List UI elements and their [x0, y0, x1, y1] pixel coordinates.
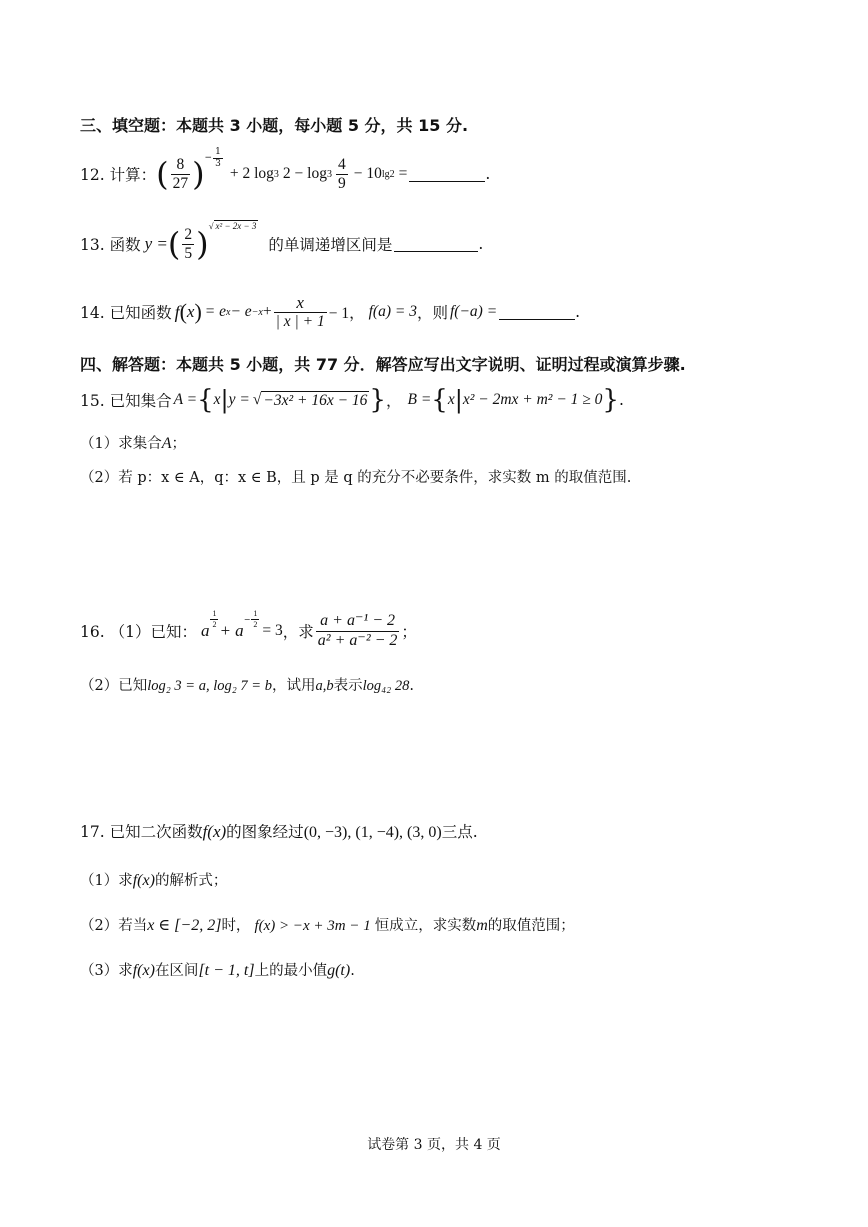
- answer-blank: [409, 167, 485, 182]
- exp-den: 2: [212, 619, 217, 629]
- answer-blank: [499, 305, 575, 320]
- q14-x: x: [186, 302, 195, 321]
- denominator: 5: [184, 244, 193, 262]
- denominator: 27: [172, 174, 189, 192]
- q17-label: 17. 已知二次函数: [80, 823, 203, 841]
- q14-end: .: [575, 303, 581, 321]
- q15-set-b-condition: x² − 2mx + m² − 1 ≥ 0: [462, 391, 603, 408]
- q17-part-2-inequality: f(x) > −x + 3m − 1: [254, 918, 371, 934]
- question-17: [80, 820, 478, 842]
- q15-set-b-lhs: B =: [407, 391, 432, 408]
- q13-text: 的单调递增区间是: [268, 236, 393, 254]
- q14-minus-one: − 1，: [328, 305, 365, 322]
- denominator: | x | + 1: [275, 313, 325, 331]
- q15-part-1: [80, 432, 186, 453]
- left-paren: (: [167, 225, 181, 263]
- q15-part-1-a: A: [161, 435, 172, 452]
- right-brace: }: [369, 385, 386, 415]
- q17-part-1: [80, 869, 227, 890]
- q17-part-2: [80, 914, 575, 935]
- q17-part-3-interval: [t − 1, t]: [198, 962, 255, 979]
- q12-log-base-1: 3: [273, 168, 279, 180]
- q14-then: ，则: [416, 304, 448, 322]
- exp-den: 2: [253, 619, 258, 629]
- q16-exp-2: [244, 609, 261, 628]
- sqrt-sign: √: [252, 391, 262, 408]
- q17-part-1-end: 的解析式；: [154, 873, 228, 889]
- exp-num: 1: [215, 147, 221, 158]
- q14-e-term: = e: [204, 303, 227, 320]
- denominator: 9: [337, 174, 346, 192]
- q16-exp-1: [210, 609, 218, 628]
- q12-equals: =: [398, 165, 408, 182]
- section-4-heading: 四、解答题：本题共 5 小题，共 77 分．解答应写出文字说明、证明过程或演算步骤.: [80, 355, 686, 374]
- q15-set-a-y: y =: [228, 391, 250, 408]
- right-paren: ): [196, 225, 209, 263]
- exp-num: 1: [212, 609, 217, 619]
- q16-label: 16. （1）已知：: [80, 623, 197, 641]
- q17-part-1-fx: f(x): [132, 872, 155, 889]
- q15-set-a-var: x: [213, 391, 221, 408]
- q12-log-base-2: 3: [326, 168, 332, 180]
- numerator: a + a⁻¹ − 2: [320, 612, 396, 630]
- numerator: 8: [176, 155, 185, 173]
- q12-end: .: [485, 165, 491, 183]
- q13-exponent: √ x² − 2x − 3: [208, 221, 257, 231]
- right-paren: ): [192, 155, 205, 193]
- left-paren: (: [156, 155, 169, 193]
- q16-ask: ，求: [282, 623, 314, 641]
- q14-ask: f(−a) =: [449, 303, 498, 320]
- q15-label: 15. 已知集合: [80, 392, 172, 410]
- q14-e-exp-1: x: [226, 306, 231, 318]
- q17-part-2-b: 时，: [221, 918, 251, 934]
- exp-num: 1: [253, 609, 258, 619]
- q13-label: 13. 函数: [80, 236, 141, 254]
- q13-exp-radicand: x² − 2x − 3: [215, 221, 257, 231]
- q16-part-2-given: log₂ 3 = a, log₂ 7 = b: [147, 678, 272, 694]
- question-16: [80, 608, 417, 654]
- q15-part-2: （2）若 p：x ∈ A，q：x ∈ B，且 p 是 q 的充分不必要条件，求实数 m 的取值范围.: [80, 470, 632, 486]
- q12-exponent: [205, 147, 224, 169]
- q17-end: 三点.: [441, 823, 478, 841]
- q17-part-3-b: 在区间: [154, 963, 199, 979]
- q17-part-2-m: m: [476, 917, 488, 934]
- q12-ten-power: − 10: [353, 165, 382, 182]
- q16-part-2-a: （2）已知: [80, 678, 148, 694]
- q12-ten-exponent: lg2: [381, 168, 395, 180]
- q15-part-1-text: （1）求集合: [80, 436, 162, 452]
- left-paren: (: [179, 299, 187, 324]
- q16-part-2-end: .: [409, 678, 414, 694]
- numerator: 4: [337, 155, 346, 173]
- numerator: 2: [184, 225, 193, 243]
- q17-mid: 的图象经过: [226, 823, 304, 841]
- q17-part-3-c: 上的最小值: [254, 963, 328, 979]
- q15-set-b-var: x: [447, 391, 455, 408]
- bar: |: [220, 386, 229, 414]
- q14-f: f: [174, 301, 180, 322]
- q17-part-3-g: g(t): [327, 962, 351, 979]
- exp-den: 3: [215, 158, 221, 169]
- q17-part-1-text: （1）求: [80, 873, 133, 889]
- q16-end: ；: [401, 623, 417, 641]
- q16-plus-a: + a: [219, 621, 244, 640]
- q12-fraction: [171, 156, 191, 193]
- q15-part-1-end: ；: [171, 436, 187, 452]
- q14-label: 14. 已知函数: [80, 304, 172, 322]
- q12-log-term-2: 2 − log: [282, 165, 327, 182]
- q16-part-2-target: log₄₂ 28: [362, 678, 410, 694]
- q17-part-2-range: x ∈ [−2, 2]: [147, 917, 222, 934]
- q13-fraction: [182, 226, 194, 263]
- left-brace: {: [197, 385, 214, 415]
- question-15: [80, 384, 624, 416]
- answer-blank: [394, 237, 478, 252]
- q14-plus: +: [262, 303, 272, 320]
- q12-fraction-2: [336, 156, 348, 193]
- left-brace: {: [431, 385, 448, 415]
- q17-points: (0, −3), (1, −4), (3, 0): [303, 824, 442, 841]
- q12-label: 12. 计算：: [80, 166, 157, 184]
- q14-fraction: [274, 293, 327, 331]
- q12-log-term-1: + 2 log: [229, 165, 274, 182]
- section-3-heading: 三、填空题：本题共 3 小题，每小题 5 分，共 15 分.: [80, 116, 469, 135]
- q17-part-2-a: （2）若当: [80, 918, 148, 934]
- q14-e-exp-2: −x: [251, 306, 263, 318]
- exp-sign: −: [243, 614, 251, 624]
- q17-part-3-a: （3）求: [80, 963, 133, 979]
- numerator: x: [296, 292, 304, 312]
- q15-comma: ，: [385, 392, 402, 410]
- q16-part-2-b: ，试用: [271, 678, 316, 694]
- q17-part-3-end: .: [350, 963, 355, 979]
- bar: |: [454, 386, 463, 414]
- q16-a: a: [200, 621, 210, 640]
- question-12: [80, 147, 491, 196]
- q13-lhs: y =: [144, 234, 168, 253]
- q13-end: .: [478, 235, 484, 253]
- question-13: [80, 220, 483, 268]
- page-footer: 试卷第 3 页，共 4 页: [367, 1137, 501, 1153]
- q17-fx: f(x): [202, 822, 227, 841]
- q14-e-term-2: − e: [230, 303, 252, 320]
- q17-part-2-c: 恒成立，求实数: [374, 918, 477, 934]
- right-brace: }: [602, 385, 619, 415]
- q15-end: .: [618, 391, 624, 409]
- q16-part-2-c: 表示: [333, 678, 363, 694]
- exp-sign: −: [204, 153, 213, 163]
- q16-equals-3: = 3: [262, 622, 283, 639]
- question-14: [80, 290, 580, 334]
- q16-part-2-ab: a,b: [315, 678, 334, 694]
- q15-set-a-radicand: −3x² + 16x − 16: [263, 391, 368, 409]
- q16-fraction: [316, 612, 400, 650]
- q17-part-3: [80, 959, 355, 980]
- denominator: a² + a⁻² − 2: [317, 631, 398, 649]
- q16-part-2: [80, 674, 414, 695]
- right-paren: ): [194, 299, 202, 324]
- q17-part-3-fx: f(x): [132, 962, 155, 979]
- q17-part-2-d: 的取值范围；: [487, 918, 575, 934]
- q14-condition: f(a) = 3: [368, 303, 417, 320]
- q15-set-a-lhs: A =: [173, 391, 198, 408]
